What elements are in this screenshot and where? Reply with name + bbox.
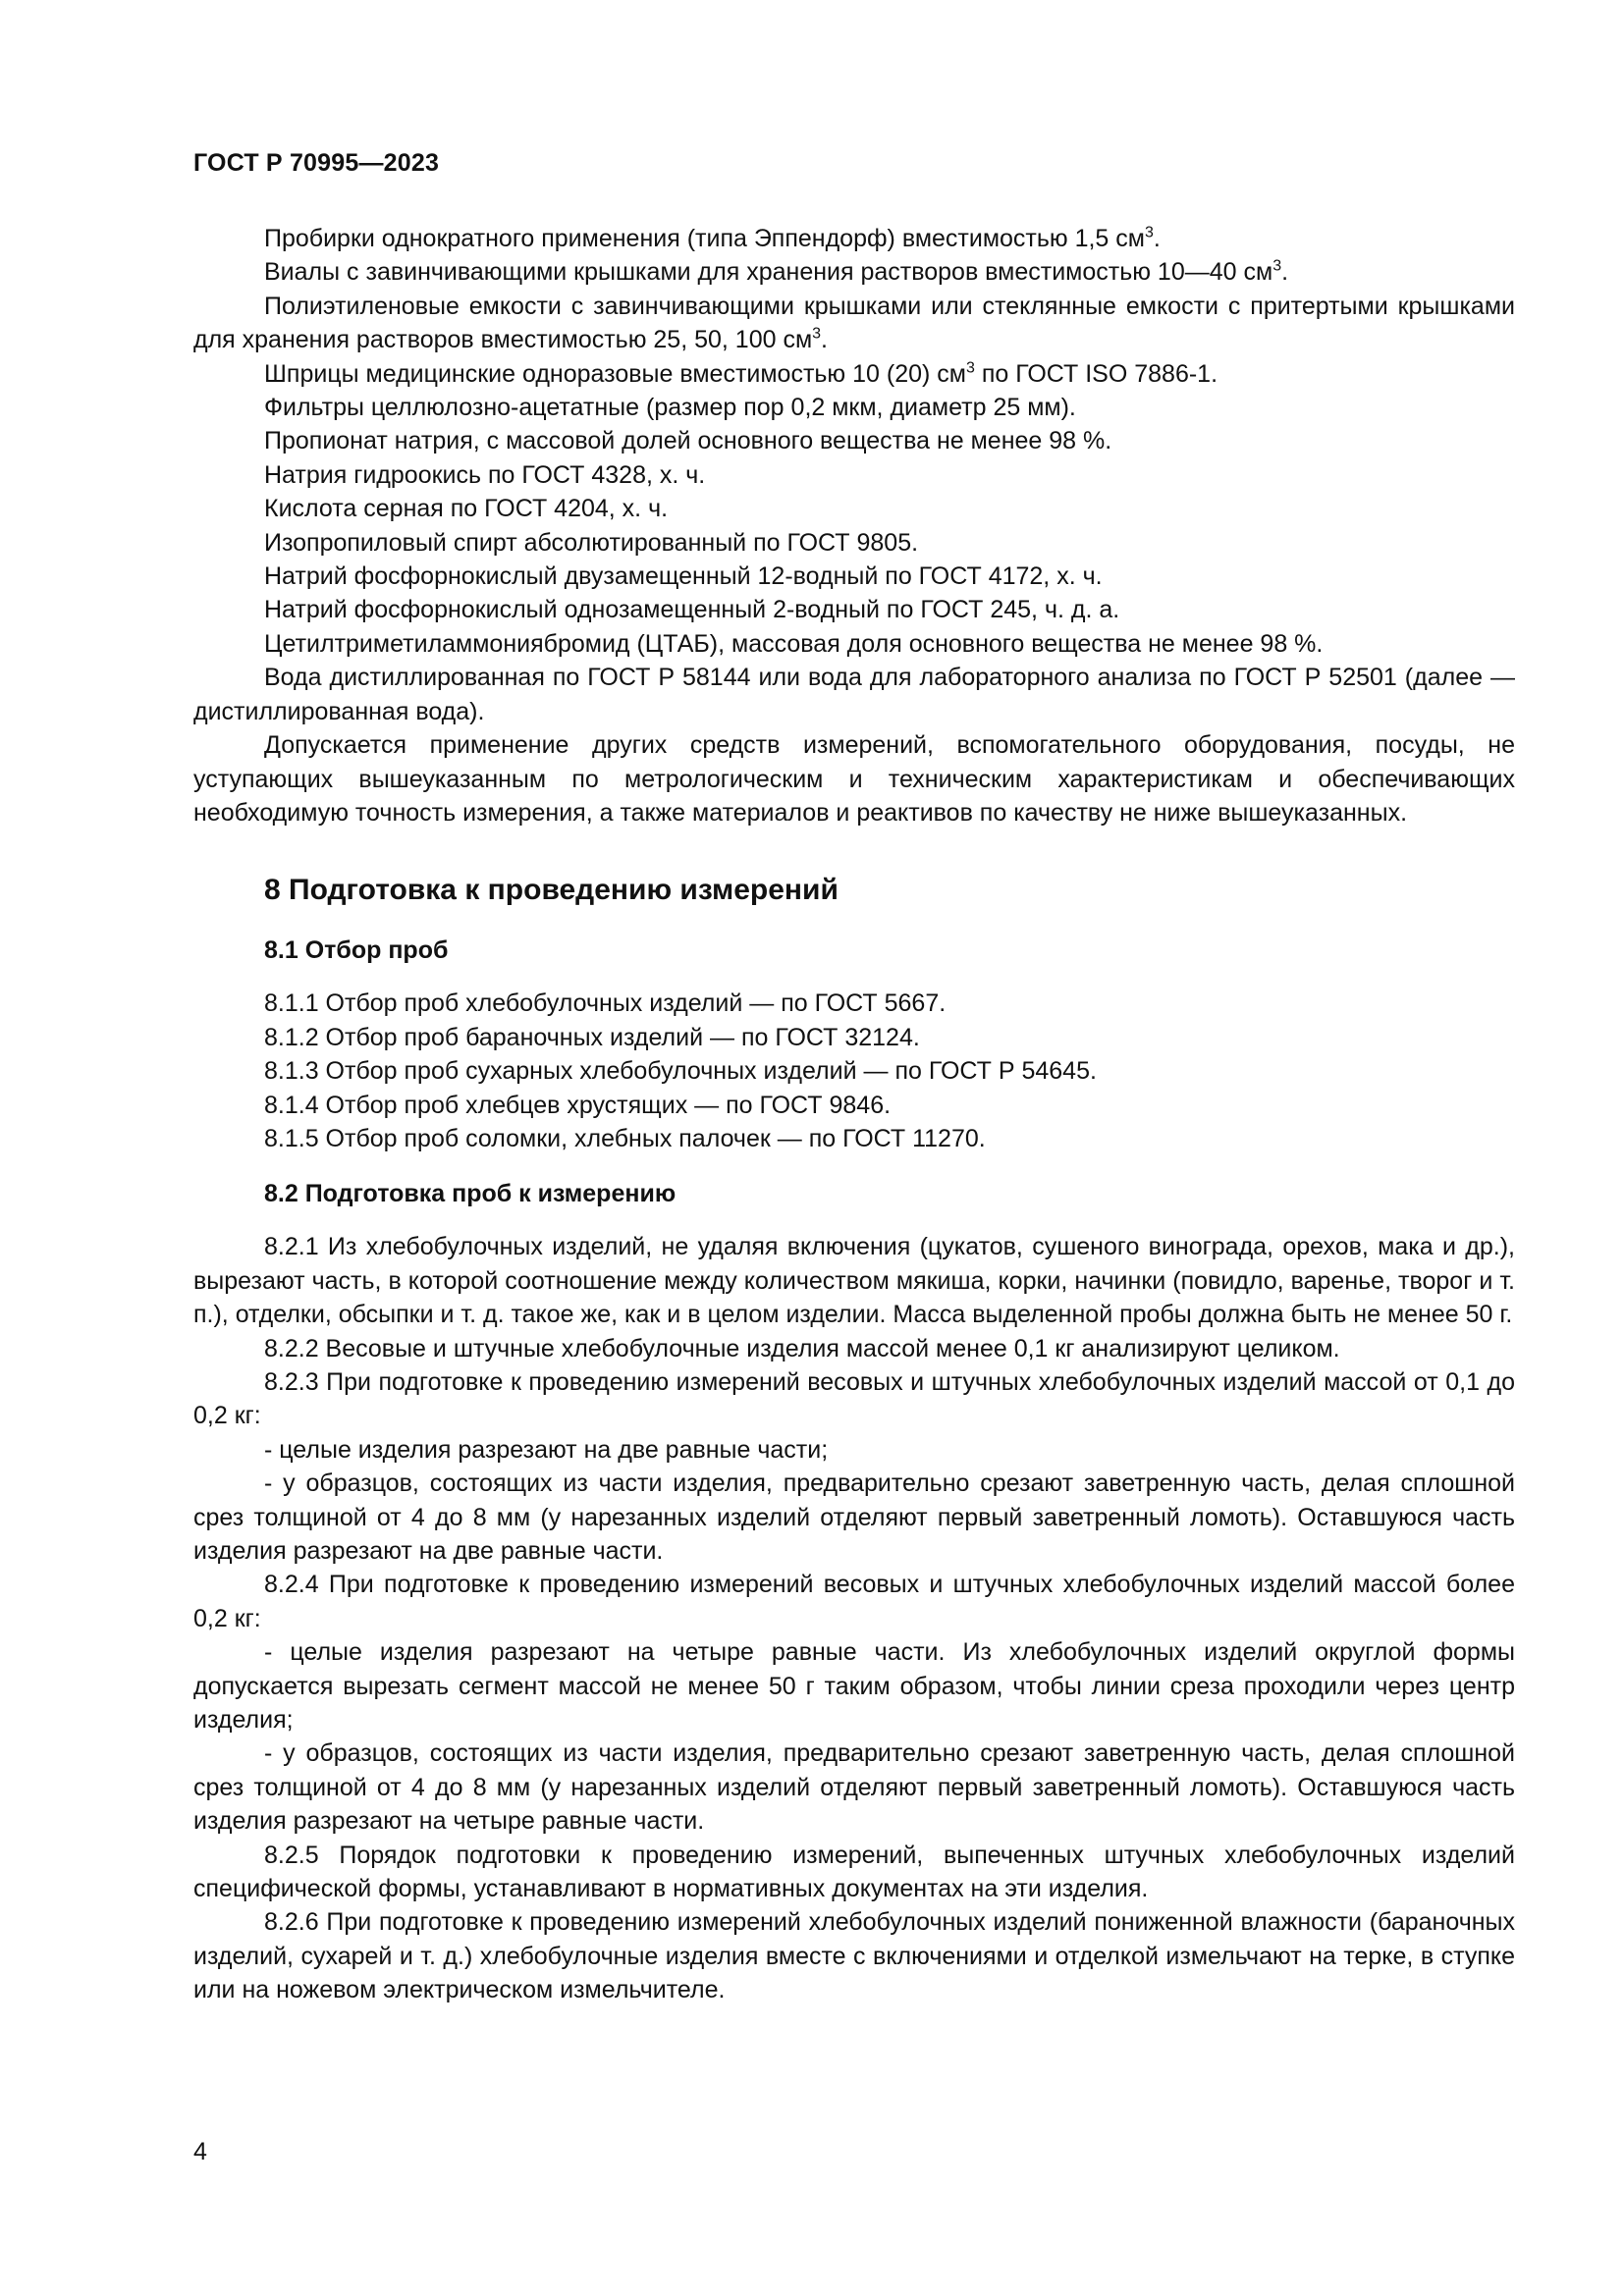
clause-item: 8.1.5 Отбор проб соломки, хлебных палочек — по ГОСТ 11270. bbox=[264, 1124, 986, 1152]
paragraph: 8.2.2 Весовые и штучные хлебобулочные изделия массой менее 0,1 кг анализируют целиком. bbox=[264, 1334, 1340, 1362]
list-item: Натрия гидроокись по ГОСТ 4328, х. ч. bbox=[264, 460, 706, 489]
paragraph: Допускается применение других средств измерений, вспомогательного оборудования, посуды, не уступающих вышеуказанным по метрологическим и техническим характеристикам и обеспечивающих необходимую точность измерения, а также материалов и реактивов по качеству не ниже вышеуказанных. bbox=[193, 731, 1515, 827]
clause-item: 8.1.2 Отбор проб бараночных изделий — по ГОСТ 32124. bbox=[264, 1023, 920, 1051]
document-body bbox=[193, 222, 1515, 2007]
list-item: Кислота серная по ГОСТ 4204, х. ч. bbox=[264, 495, 669, 523]
list-item: Натрий фосфорнокислый двузамещенный 12-водный по ГОСТ 4172, х. ч. bbox=[264, 562, 1103, 591]
paragraph: 8.2.1 Из хлебобулочных изделий, не удаляя включения (цукатов, сушеного винограда, орехов, мака и др.), вырезают часть, в которой соотношение между количеством мякиша, корки, начинки (повидло, варенье, творог и т. п.), отделки, обсыпки и т. д. такое же, как и в целом изделии. Масса выделенной пробы должна быть не менее 50 г. bbox=[193, 1233, 1515, 1329]
paragraph: - у образцов, состоящих из части изделия, предварительно срезают заветренную часть, делая сплошной срез толщиной от 4 до 8 мм (у нарезанных изделий отделяют первый заветренный ломоть). Оставшуюся часть изделия разрезают на четыре равные части. bbox=[193, 1739, 1515, 1836]
list-item: Натрий фосфорнокислый однозамещенный 2-водный по ГОСТ 245, ч. д. а. bbox=[264, 596, 1120, 624]
paragraph: - целые изделия разрезают на две равные части; bbox=[264, 1435, 829, 1464]
subsection-heading: 8.2 Подготовка проб к измерению bbox=[264, 1180, 677, 1208]
paragraph: 8.2.3 При подготовке к проведению измерений весовых и штучных хлебобулочных изделий массой от 0,1 до 0,2 кг: bbox=[193, 1367, 1515, 1430]
paragraph: - у образцов, состоящих из части изделия, предварительно срезают заветренную часть, делая сплошной срез толщиной от 4 до 8 мм (у нарезанных изделий отделяют первый заветренный ломоть). Оставшуюся часть изделия разрезают на две равные части. bbox=[193, 1469, 1515, 1565]
paragraph: 8.2.4 При подготовке к проведению измерений весовых и штучных хлебобулочных изделий массой более 0,2 кг: bbox=[193, 1571, 1515, 1632]
document-header: ГОСТ Р 70995—2023 bbox=[193, 149, 440, 177]
list-item: Пробирки однократного применения (типа Эппендорф) вместимостью 1,5 $см^3$. bbox=[264, 224, 1161, 252]
list-item: Цетилтриметиламмониябромид (ЦТАБ), массовая доля основного вещества не менее 98 %. bbox=[264, 629, 1324, 658]
list-item: Фильтры целлюлозно-ацетатные (размер пор 0,2 мкм, диаметр 25 мм). bbox=[264, 394, 1076, 422]
list-item: Изопропиловый спирт абсолютированный по ГОСТ 9805. bbox=[264, 528, 919, 557]
list-item: Пропионат натрия, с массовой долей основного вещества не менее 98 %. bbox=[264, 427, 1112, 455]
paragraph: 8.2.5 Порядок подготовки к проведению измерений, выпеченных штучных хлебобулочных изделий специфической формы, устанавливают в нормативных документах на эти изделия. bbox=[193, 1841, 1515, 1903]
clause-item: 8.1.1 Отбор проб хлебобулочных изделий — по ГОСТ 5667. bbox=[264, 989, 947, 1018]
section-heading: 8 Подготовка к проведению измерений bbox=[264, 874, 839, 907]
clause-item: 8.1.4 Отбор проб хлебцев хрустящих — по ГОСТ 9846. bbox=[264, 1091, 892, 1119]
page-number: 4 bbox=[193, 2138, 207, 2165]
list-item: Вода дистиллированная по ГОСТ Р 58144 или вода для лабораторного анализа по ГОСТ Р 52501 (далее — дистиллированная вода). bbox=[193, 664, 1515, 725]
paragraph: 8.2.6 При подготовке к проведению измерений хлебобулочных изделий пониженной влажности (бараночных изделий, сухарей и т. д.) хлебобулочные изделия вместе с включениями и отделкой измельчают на терке, в ступке или на ножевом электрическом измельчителе. bbox=[193, 1908, 1515, 2004]
list-item: Шприцы медицинские одноразовые вместимостью 10 (20) $см^3$ по ГОСТ ISO 7886-1. bbox=[264, 359, 1218, 388]
list-item: Виалы с завинчивающими крышками для хранения растворов вместимостью 10—40 $см^3$. bbox=[264, 258, 1289, 287]
clause-item: 8.1.3 Отбор проб сухарных хлебобулочных изделий — по ГОСТ Р 54645. bbox=[264, 1057, 1097, 1086]
paragraph: - целые изделия разрезают на четыре равные части. Из хлебобулочных изделий округлой формы допускается вырезать сегмент массой не менее 50 г таким образом, чтобы линии среза проходили через центр изделия; bbox=[193, 1638, 1515, 1735]
list-item: Полиэтиленовые емкости с завинчивающими крышками или стеклянные емкости с притертыми крышками для хранения растворов вместимостью 25, 50, 100 $см^3$. bbox=[193, 292, 1515, 354]
subsection-heading: 8.1 Отбор проб bbox=[264, 936, 449, 965]
